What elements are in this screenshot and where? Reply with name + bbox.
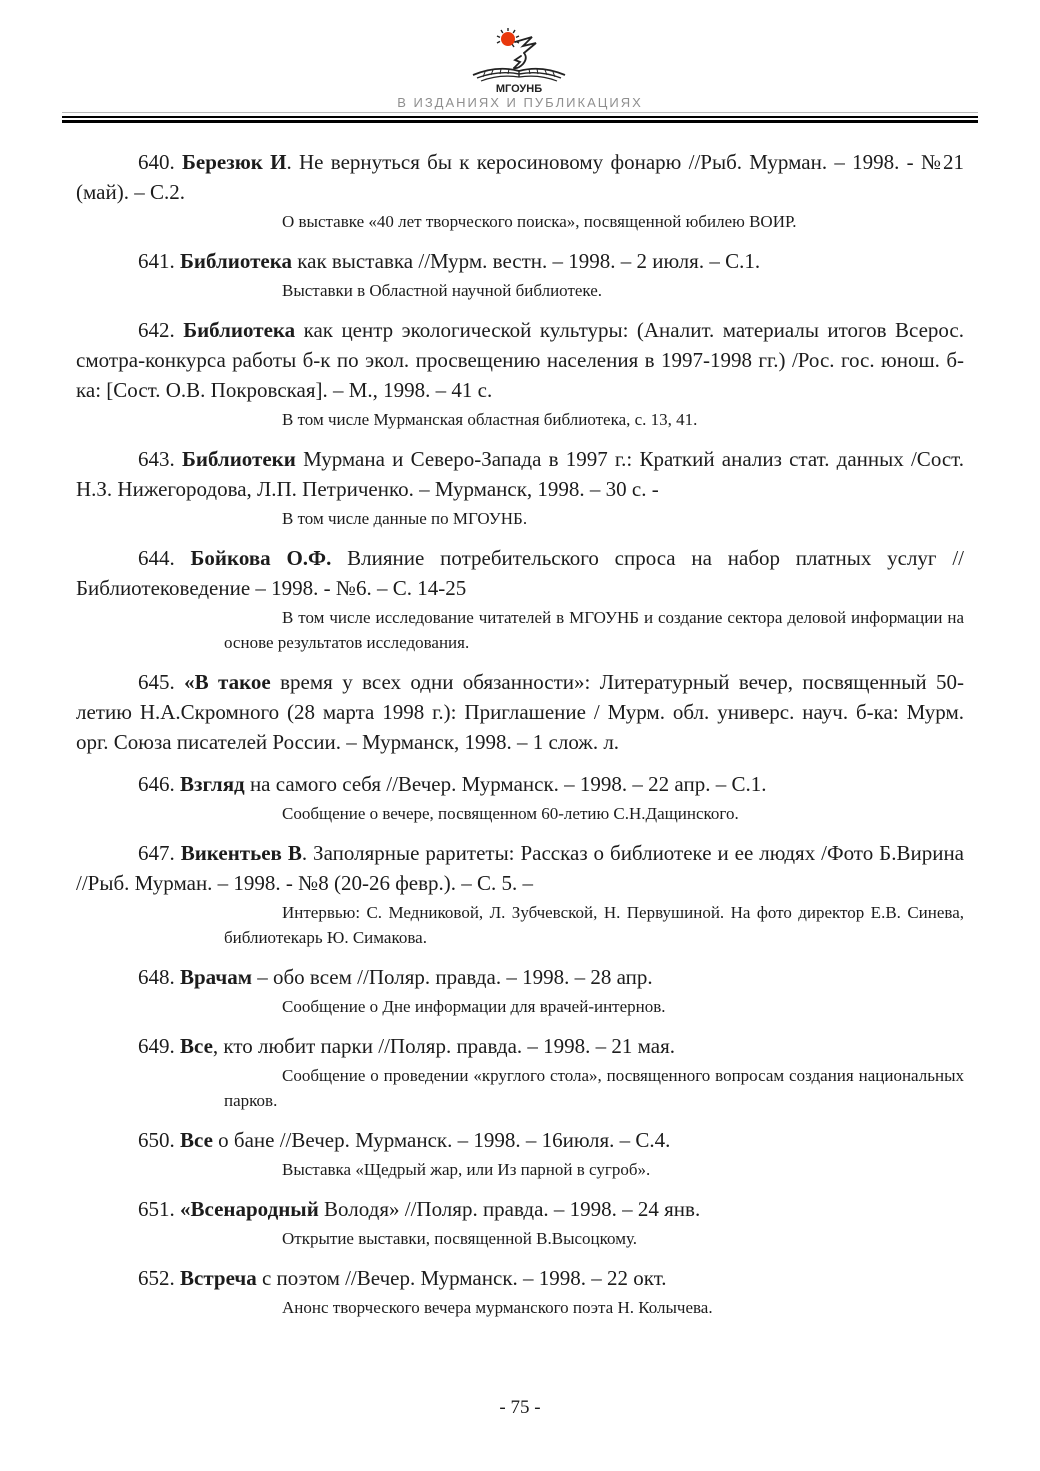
entry-heading: Все (180, 1128, 213, 1152)
entry-text: с поэтом //Вечер. Мурманск. – 1998. – 22 окт. (256, 1266, 667, 1290)
bib-item (76, 147, 964, 234)
entry-text: время у всех одни обязанности»: Литературный вечер, посвященный 50-летию Н.А.Скромного (28 марта 1998 г.): Приглашение / Мурм. обл. универс. науч. б-ка: Мурм. орг. Союза писателей России. – Мурманск, 1998. – 1 слож. л. (76, 670, 964, 754)
entry-annotation: Сообщение о Дне информации для врачей-интернов. (282, 997, 666, 1016)
entry-heading: Библиотека (180, 249, 292, 273)
entry-heading: Бойкова О.Ф. (190, 546, 332, 570)
bib-item (76, 1031, 964, 1113)
entry-number: 650. (138, 1128, 180, 1152)
masthead (76, 28, 964, 123)
entry-annotation: Анонс творческого вечера мурманского поэта Н. Колычева. (282, 1298, 713, 1317)
entry-annotation: Открытие выставки, посвященной В.Высоцкому. (282, 1229, 638, 1248)
bib-entry (76, 444, 964, 504)
entry-heading: «Всенародный (180, 1197, 319, 1221)
entry-heading: Взгляд (180, 772, 245, 796)
logo-acronym: МГОУНБ (495, 83, 543, 94)
entry-number: 643. (138, 447, 182, 471)
entry-text: Мурмана и Северо-Запада в 1997 г.: Краткий анализ стат. данных /Сост. Н.З. Нижегородова, Л.П. Петриченко. – Мурманск, 1998. – 30 с. - (76, 447, 965, 501)
entry-number: 640. (138, 150, 183, 174)
bib-entry (76, 1125, 964, 1155)
entry-number: 644. (138, 546, 191, 570)
entry-number: 652. (138, 1266, 180, 1290)
entry-text: , кто любит парки //Поляр. правда. – 1998. – 21 мая. (212, 1034, 676, 1058)
bib-item (76, 1263, 964, 1320)
bib-item (76, 543, 964, 655)
black-rule-bottom (62, 120, 978, 123)
entry-annotation: В том числе Мурманская областная библиотека, с. 13, 41. (282, 410, 698, 429)
entry-heading: Березюк И (182, 150, 287, 174)
entry-heading: Библиотеки (181, 447, 296, 471)
entry-text: Володя» //Поляр. правда. – 1998. – 24 янв. (318, 1197, 701, 1221)
sun-icon (497, 28, 519, 47)
entry-number: 649. (138, 1034, 180, 1058)
bib-entry (76, 147, 964, 207)
entry-annotation: В том числе данные по МГОУНБ. (282, 509, 528, 528)
entry-heading: «В такое (184, 670, 271, 694)
entry-text: Влияние потребительского спроса на набор платных услуг //Библиотековедение – 1998. - №6. – С. 14-25 (76, 546, 965, 600)
entry-number: 645. (138, 670, 185, 694)
entry-annotation: В том числе исследование читателей в МГОУНБ и создание сектора деловой информации на основе результатов исследования. (224, 608, 964, 652)
bib-item (76, 315, 964, 432)
bib-item (76, 962, 964, 1019)
bib-entry (76, 1194, 964, 1224)
bib-entry (76, 667, 964, 757)
bib-entry (76, 246, 964, 276)
entry-number: 646. (138, 772, 180, 796)
entry-annotation: Интервью: С. Медниковой, Л. Зубчевской, Н. Первушиной. На фото директор Е.В. Синева, библиотекарь Ю. Симакова. (224, 903, 964, 947)
open-book-icon (473, 69, 565, 81)
bib-item (76, 246, 964, 303)
entry-heading: Все (180, 1034, 213, 1058)
entry-text: как центр экологической культуры: (Аналит. материалы итогов Всерос. смотра-конкурса работы б-к по экол. просвещению населения в 1997-1998 гг.) /Рос. гос. юнош. б-ка: [Сост. О.В. Покровская]. – М., 1998. – 41 с. (76, 318, 964, 402)
entry-heading: Врачам (180, 965, 252, 989)
bib-entry (76, 1263, 964, 1293)
bib-item (76, 838, 964, 950)
entry-number: 642. (138, 318, 184, 342)
entry-text: о бане //Вечер. Мурманск. – 1998. – 16июля. – С.4. (212, 1128, 671, 1152)
bib-entry (76, 769, 964, 799)
thin-gray-rule (62, 112, 978, 113)
bib-item (76, 1194, 964, 1251)
entry-text: на самого себя //Вечер. Мурманск. – 1998. – 22 апр. – С.1. (244, 772, 767, 796)
bib-item (76, 1125, 964, 1182)
entry-text: как выставка //Мурм. вестн. – 1998. – 2 июля. – С.1. (291, 249, 761, 273)
entry-number: 648. (138, 965, 180, 989)
entry-annotation: Выставки в Областной научной библиотеке. (282, 281, 603, 300)
entry-heading: Викентьев В (180, 841, 302, 865)
entry-text: . Не вернуться бы к керосиновому фонарю //Рыб. Мурман. – 1998. - №21 (май). – С.2. (76, 150, 965, 204)
bird-icon (514, 37, 536, 68)
entry-annotation: Сообщение о вечере, посвященном 60-летию С.Н.Дащинского. (282, 804, 739, 823)
entry-heading: Встреча (180, 1266, 257, 1290)
bib-entry (76, 838, 964, 898)
entry-text: . Заполярные раритеты: Рассказ о библиотеке и ее людях /Фото Б.Вирина //Рыб. Мурман. – 1998. - №8 (20-26 февр.). – С. 5. – (76, 841, 965, 895)
library-logo-icon (435, 28, 605, 94)
bib-item (76, 667, 964, 757)
bib-entry (76, 543, 964, 603)
bib-entry (76, 962, 964, 992)
entry-annotation: Выставка «Щедрый жар, или Из парной в сугроб». (282, 1160, 651, 1179)
entry-number: 647. (138, 841, 181, 865)
masthead-subtitle: В ИЗДАНИЯХ И ПУБЛИКАЦИЯХ (397, 95, 643, 110)
entry-annotation: О выставке «40 лет творческого поиска», посвященной юбилею ВОИР. (282, 212, 797, 231)
entry-heading: Библиотека (183, 318, 296, 342)
bib-item (76, 444, 964, 531)
entry-number: 651. (138, 1197, 180, 1221)
bib-entry (76, 315, 964, 405)
page-number: - 75 - (499, 1397, 541, 1418)
black-rule-top (62, 116, 978, 118)
bibliography-list (76, 147, 964, 1320)
entry-number: 641. (138, 249, 180, 273)
bib-item (76, 769, 964, 826)
bib-entry (76, 1031, 964, 1061)
entry-annotation: Сообщение о проведении «круглого стола», посвященного вопросам создания национальных парков. (224, 1066, 964, 1110)
entry-text: – обо всем //Поляр. правда. – 1998. – 28 апр. (252, 965, 653, 989)
header-rule (62, 112, 978, 123)
